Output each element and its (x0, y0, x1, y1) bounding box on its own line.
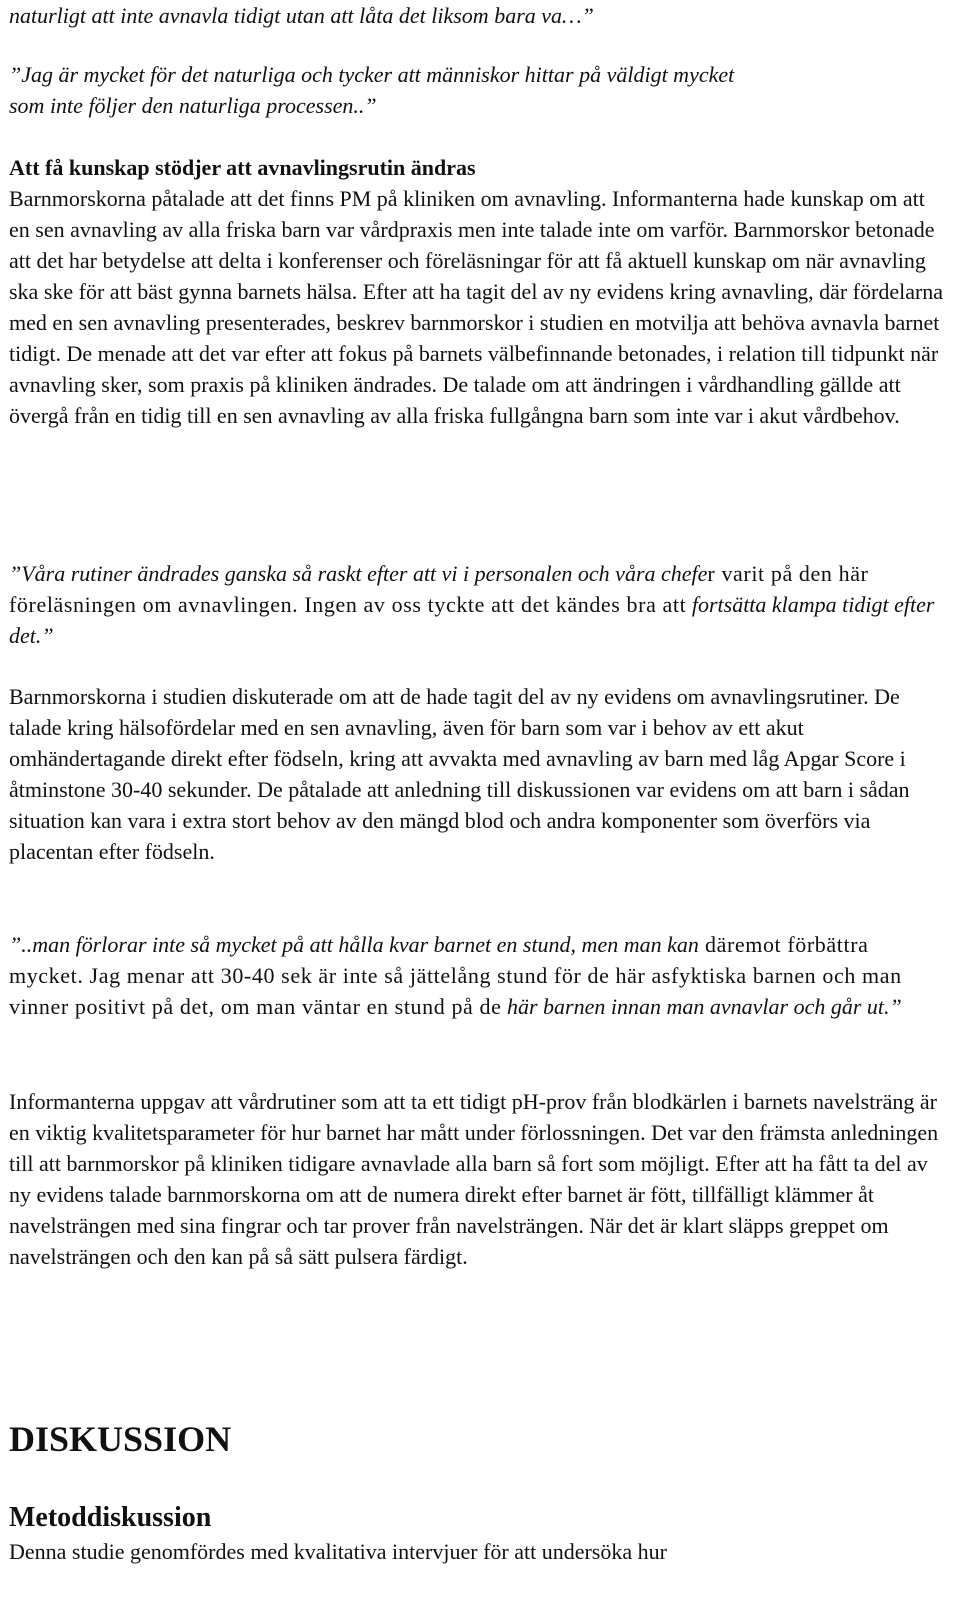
quote-line-2: ”Jag är mycket för det naturliga och tycker att människor hittar på väldigt mycket (9, 62, 735, 87)
quote-line-3: som inte följer den naturliga processen..” (9, 93, 377, 118)
paragraph-ph-sampling: Informanterna uppgav att vårdrutiner som att ta ett tidigt pH-prov från blodkärlen i barnets navelsträng är en viktig kvalitetsparameter för hur barnet har mått under förlossningen. Det var den främsta anledningen till att barnmorskor på kliniken tidigare avnavlade alla barn så fort som möjligt. Efter att ha fått ta del av ny evidens talade barnmorskorna om att de numera direkt efter barnet är fött, tillfälligt klämmer åt navelsträngen med sina fingrar och tar prover från navelsträngen. När det är klart släpps greppet om navelsträngen och den kan på så sätt pulsera färdigt. (9, 1089, 939, 1269)
quote-fragment-top (9, 0, 944, 31)
quote-3-italic-end: här barnen innan man avnavlar och går ut.” (501, 994, 902, 1019)
quote-2-italic-start: ”Våra rutiner ändrades ganska så raskt efter att vi i personalen och våra chefe (9, 561, 708, 586)
informant-quote-2 (9, 558, 944, 651)
informant-quote-3 (9, 929, 944, 1022)
heading-method-discussion: Metoddiskussion (9, 1502, 212, 1533)
quote-3-italic-start: ”..man förlorar inte så mycket på att hålla kvar barnet en stund, men man kan (9, 932, 699, 957)
quote-line-1: naturligt att inte avnavla tidigt utan att låta det liksom bara va…” (9, 3, 594, 28)
quote-2-upright: r varit på den här föreläsningen om avnavlingen. Ingen av oss tyckte att det kändes bra att (9, 561, 869, 617)
method-paragraph-start: Denna studie genomfördes med kvalitativa intervjuer för att undersöka hur (9, 1539, 667, 1564)
quote-2-italic-end: fortsätta klampa tidigt efter det.” (9, 592, 935, 648)
paragraph-evidence-discussion: Barnmorskorna i studien diskuterade om att de hade tagit del av ny evidens om avnavlingsrutiner. De talade kring hälsofördelar med en sen avnavling, även för barn som var i behov av ett akut omhändertagande direkt efter födseln, kring att avvakta med avnavling av barn med låg Apgar Score i åtminstone 30-40 sekunder. De påtalade att anledning till diskussionen var evidens om att barn i sådan situation kan vara i extra stort behov av den mängd blod och andra komponenter som överförs via placentan efter födseln. (9, 684, 910, 864)
informant-quote-1 (9, 59, 944, 121)
section-heading-knowledge: Att få kunskap stödjer att avnavlingsrutin ändras (9, 155, 476, 180)
heading-discussion: DISKUSSION (9, 1419, 232, 1459)
section-paragraph-knowledge: Barnmorskorna påtalade att det finns PM på kliniken om avnavling. Informanterna hade kunskap om att en sen avnavling av alla friska barn var vårdpraxis men inte talade inte om varför. Barnmorskor betonade att det har betydelse att delta i konferenser och föreläsningar för att få aktuell kunskap om när avnavling ska ske för att bäst gynna barnets hälsa. Efter att ha tagit del av ny evidens kring avnavling, där fördelarna med en sen avnavling presenterades, beskrev barnmorskor i studien en motvilja att behöva avnavla barnet tidigt. De menade att det var efter att fokus på barnets välbefinnande betonades, i relation till tidpunkt när avnavling sker, som praxis på kliniken ändrades. De talade om att ändringen i vårdhandling gällde att övergå från en tidig till en sen avnavling av alla friska fullgångna barn som inte var i akut vårdbehov. (9, 186, 944, 428)
quote-3-upright: däremot förbättra mycket. Jag menar att 30-40 sek är inte så jättelång stund för de här asfyktiska barnen och man vinner positivt på det, om man väntar en stund på de (9, 932, 902, 1019)
